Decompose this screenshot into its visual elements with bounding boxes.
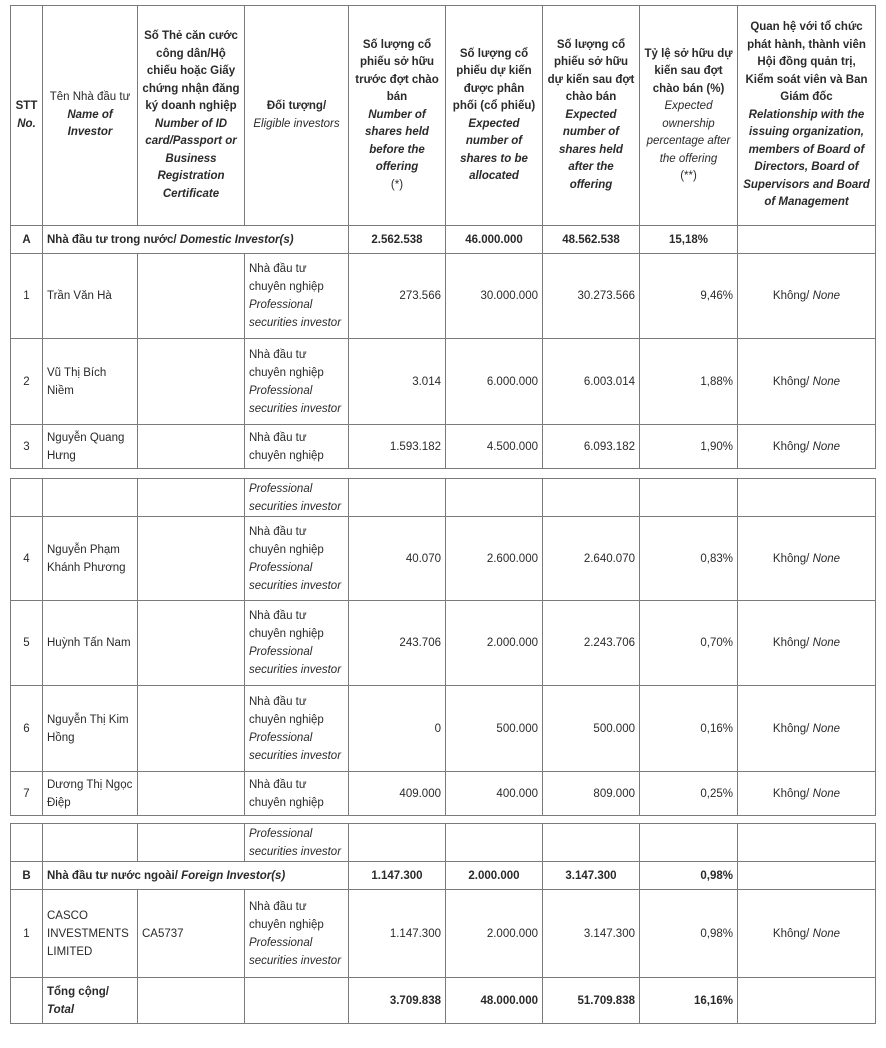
table-row: 1 Trần Văn Hà Nhà đầu tư chuyên nghiệp Professional securities investor 273.566 30.000.000 30.273.566 9,46% Không/ None — [11, 254, 876, 339]
table-row: 4 Nguyễn Phạm Khánh Phương Nhà đầu tư chuyên nghiệp Professional securities investor 40.070 2.600.000 2.640.070 0,83% Không/ None — [11, 517, 876, 601]
header-relation: Quan hệ với tổ chức phát hành, thành viên Hội đồng quản trị, Kiểm soát viên và Ban Giám đốc Relationship with the issuing organization, members of Board of Directors, Board of Supervisors and Board of Management — [738, 6, 876, 226]
table-row: 5 Huỳnh Tấn Nam Nhà đầu tư chuyên nghiệp Professional securities investor 243.706 2.000.000 2.243.706 0,70% Không/ None — [11, 601, 876, 686]
relation-cell: Không/ None — [738, 601, 876, 686]
header-eligible: Đối tượng/ Eligible investors — [245, 6, 349, 226]
table-row: 1 CASCO INVESTMENTS LIMITED CA5737 Nhà đầu tư chuyên nghiệp Professional securities investor 1.147.300 2.000.000 3.147.300 0,98% Không/ None — [11, 890, 876, 978]
table-row: 3 Nguyễn Quang Hưng Nhà đầu tư chuyên nghiệp 1.593.182 4.500.000 6.093.182 1,90% Không/ None — [11, 425, 876, 469]
total-row — [11, 978, 876, 1024]
group-b-row — [11, 862, 876, 890]
table-row: 6 Nguyễn Thị Kim Hồng Nhà đầu tư chuyên nghiệp Professional securities investor 0 500.000 500.000 0,16% Không/ None — [11, 686, 876, 772]
investor-table-part-2 — [10, 478, 876, 816]
relation-cell: Không/ None — [738, 254, 876, 339]
eligible-cell: Nhà đầu tư chuyên nghiệp Professional securities investor — [245, 517, 349, 601]
header-stt: STT No. — [11, 6, 43, 226]
header-before: Số lượng cổ phiếu sở hữu trước đợt chào bán Number of shares held before the offering (*) — [349, 6, 446, 226]
group-allocated: 46.000.000 — [446, 226, 543, 254]
table-row: 2 Vũ Thị Bích Niềm Nhà đầu tư chuyên nghiệp Professional securities investor 3.014 6.000.000 6.003.014 1,88% Không/ None — [11, 339, 876, 425]
relation-cell: Không/ None — [738, 686, 876, 772]
total-allocated: 48.000.000 — [446, 978, 543, 1024]
header-id: Số Thẻ căn cước công dân/Hộ chiếu hoặc Giấy chứng nhận đăng ký doanh nghiệp Number of ID card/Passport or Business Registration Certificate — [138, 6, 245, 226]
group-before: 2.562.538 — [349, 226, 446, 254]
table-header-row — [11, 6, 876, 226]
group-label: Nhà đầu tư nước ngoài/ Foreign Investor(s) — [43, 862, 349, 890]
relation-cell: Không/ None — [738, 517, 876, 601]
group-code: A — [11, 226, 43, 254]
total-pct: 16,16% — [640, 978, 738, 1024]
group-pct: 15,18% — [640, 226, 738, 254]
group-allocated: 2.000.000 — [446, 862, 543, 890]
header-allocated: Số lượng cổ phiếu dự kiến được phân phối (cổ phiếu) Expected number of shares to be allocated — [446, 6, 543, 226]
eligible-cell: Nhà đầu tư chuyên nghiệp Professional securities investor — [245, 686, 349, 772]
header-pct: Tỷ lệ sở hữu dự kiến sau đợt chào bán (%) Expected ownership percentage after the offering (**) — [640, 6, 738, 226]
table-row-continuation: Professional securities investor — [11, 479, 876, 517]
table-row-continuation: Professional securities investor — [11, 824, 876, 862]
investor-table-part-1 — [10, 5, 876, 469]
header-name: Tên Nhà đầu tư Name of Investor — [43, 6, 138, 226]
eligible-cell: Nhà đầu tư chuyên nghiệp — [245, 772, 349, 816]
eligible-cell: Nhà đầu tư chuyên nghiệp Professional securities investor — [245, 890, 349, 978]
eligible-cell: Nhà đầu tư chuyên nghiệp Professional securities investor — [245, 339, 349, 425]
relation-cell: Không/ None — [738, 890, 876, 978]
total-before: 3.709.838 — [349, 978, 446, 1024]
group-a-row — [11, 226, 876, 254]
total-after: 51.709.838 — [543, 978, 640, 1024]
eligible-cell: Nhà đầu tư chuyên nghiệp Professional securities investor — [245, 601, 349, 686]
group-code: B — [11, 862, 43, 890]
group-pct: 0,98% — [640, 862, 738, 890]
relation-cell: Không/ None — [738, 339, 876, 425]
group-after: 48.562.538 — [543, 226, 640, 254]
relation-cell: Không/ None — [738, 425, 876, 469]
investor-table-part-3 — [10, 823, 876, 1024]
total-label: Tổng cộng/ Total — [43, 978, 138, 1024]
group-before: 1.147.300 — [349, 862, 446, 890]
table-row: 7 Dương Thị Ngọc Điệp Nhà đầu tư chuyên nghiệp 409.000 400.000 809.000 0,25% Không/ None — [11, 772, 876, 816]
eligible-cell: Nhà đầu tư chuyên nghiệp Professional securities investor — [245, 254, 349, 339]
group-label: Nhà đầu tư trong nước/ Domestic Investor(s) — [43, 226, 349, 254]
relation-cell: Không/ None — [738, 772, 876, 816]
eligible-cell: Nhà đầu tư chuyên nghiệp — [245, 425, 349, 469]
group-after: 3.147.300 — [543, 862, 640, 890]
header-after: Số lượng cổ phiếu sở hữu dự kiến sau đợt chào bán Expected number of shares held after the offering — [543, 6, 640, 226]
